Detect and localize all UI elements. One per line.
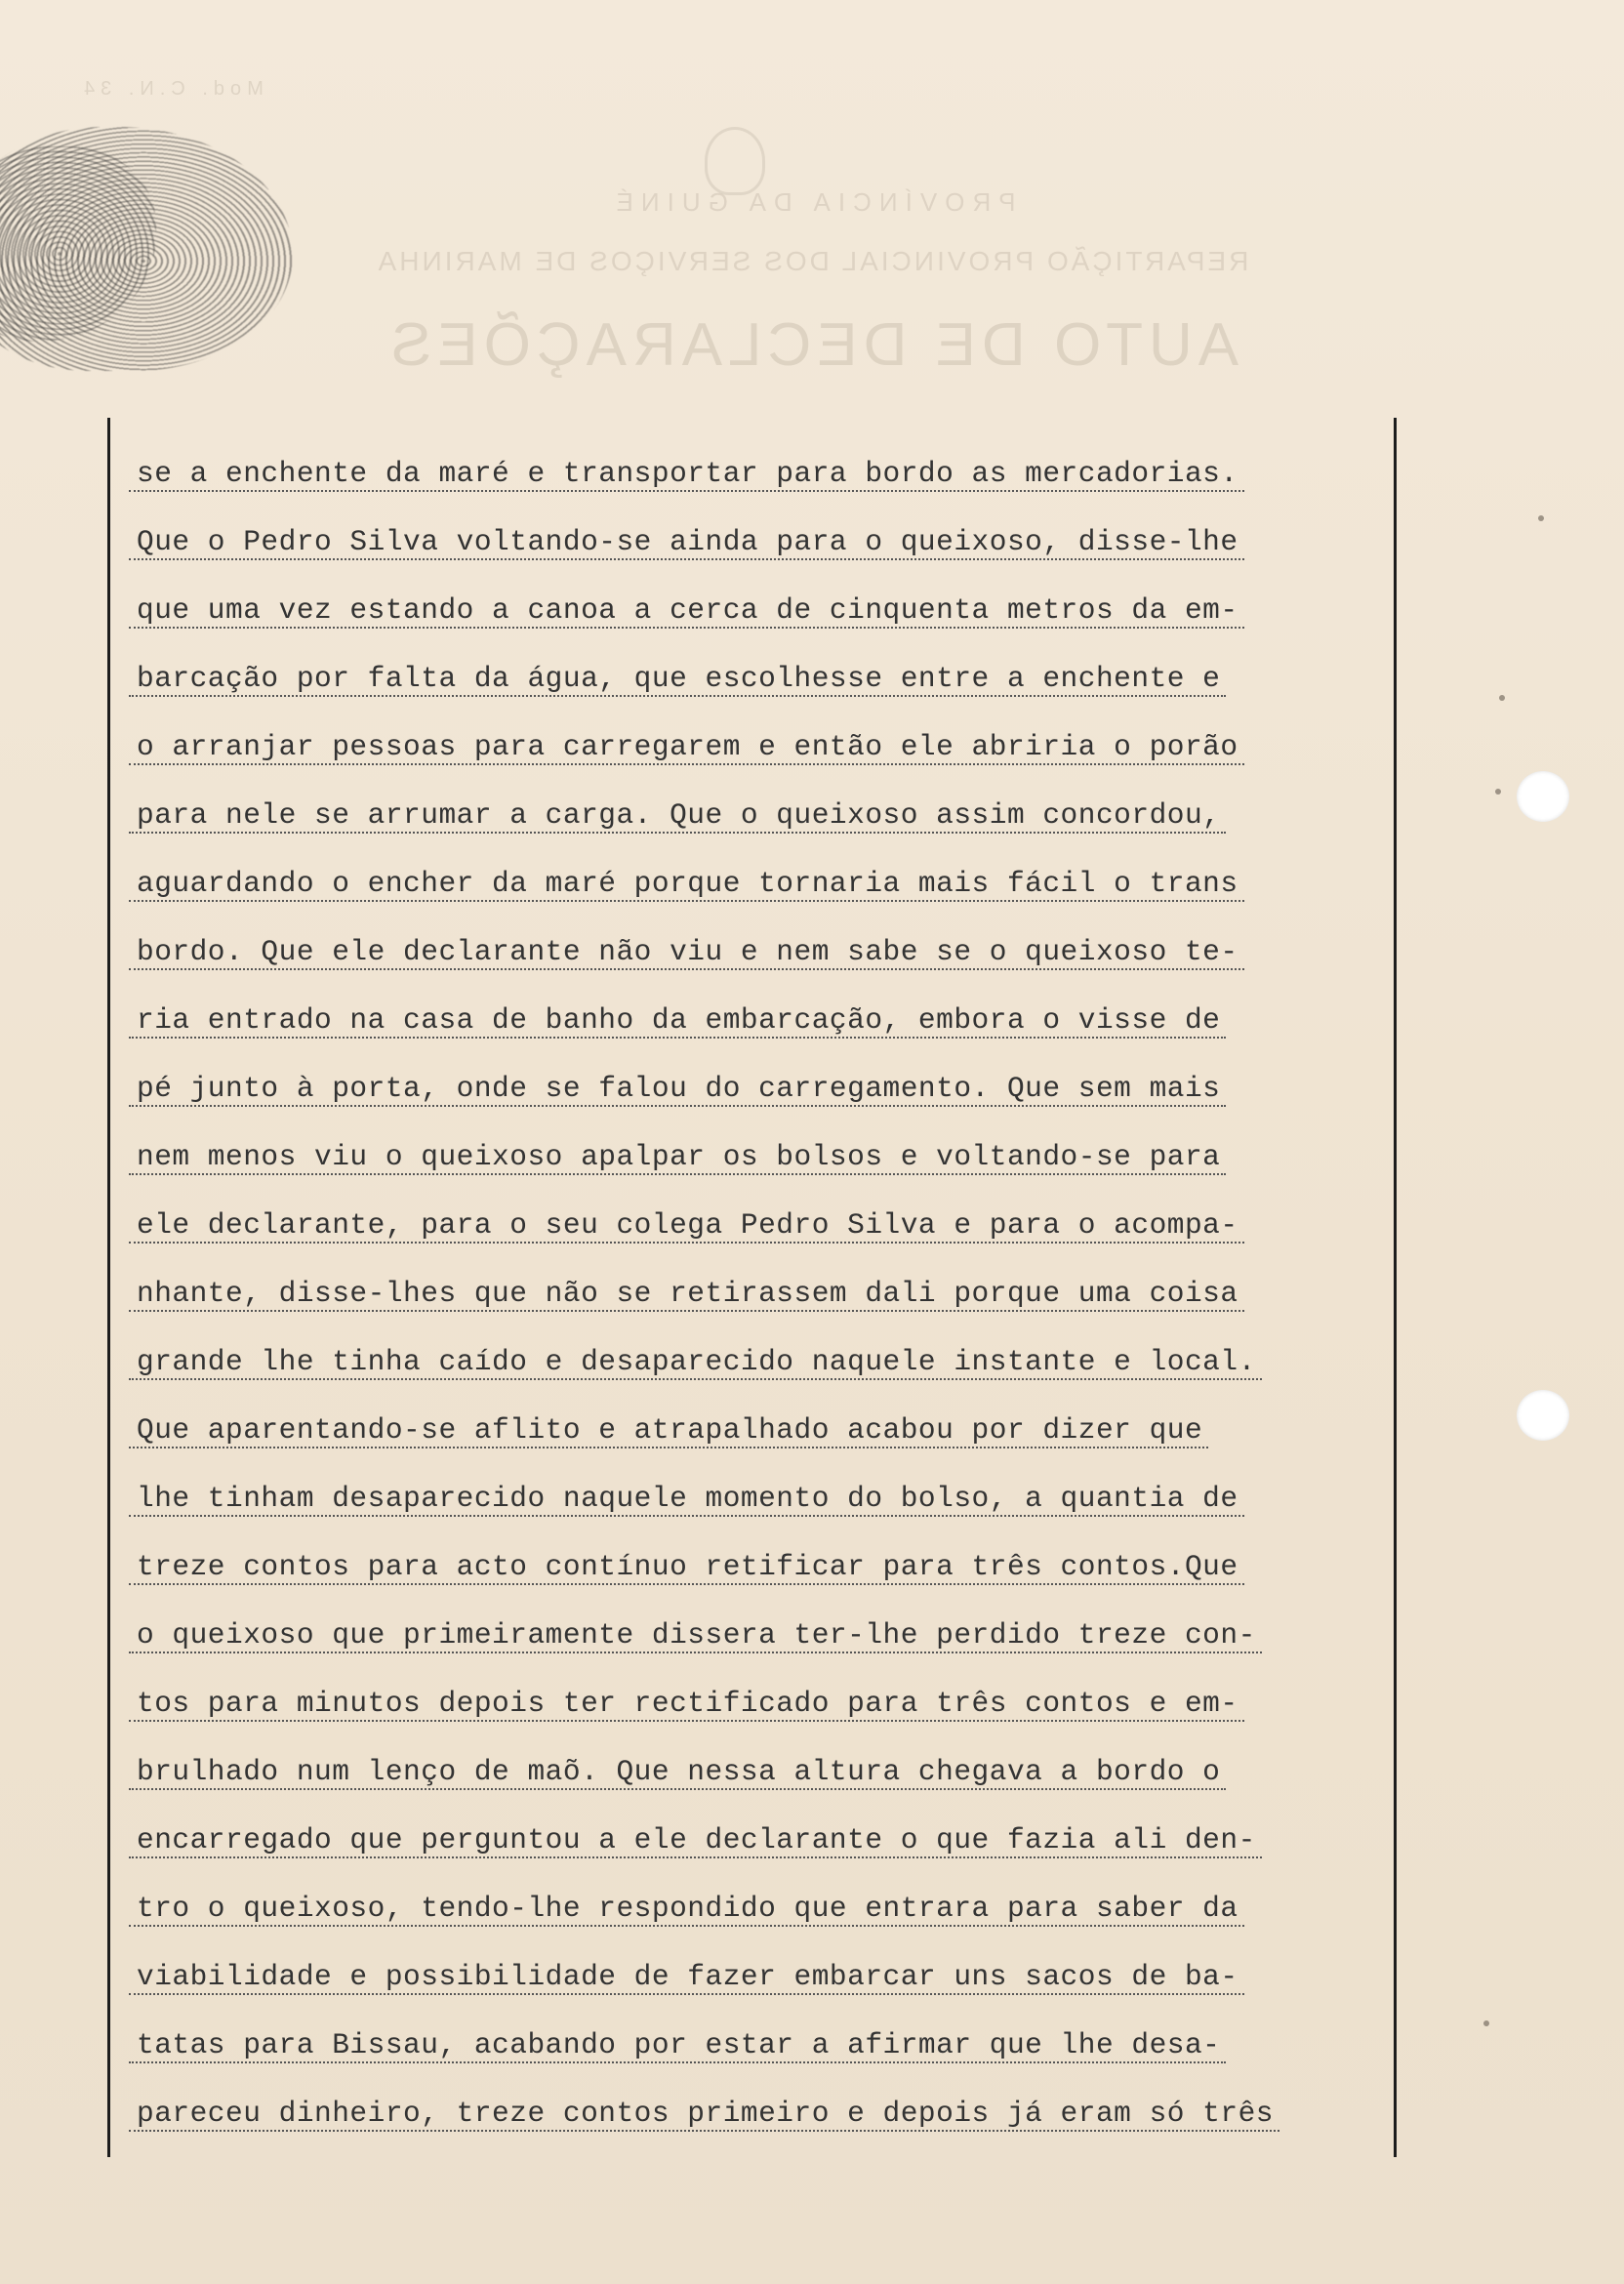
text-line: encarregado que perguntou a ele declarante o que fazia ali den- [137, 1815, 1256, 1864]
text-line: Que o Pedro Silva voltando-se ainda para o queixoso, disse-lhe [137, 517, 1238, 566]
text-line: pareceu dinheiro, treze contos primeiro e depois já eram só três [137, 2089, 1274, 2138]
text-line: pé junto à porta, onde se falou do carregamento. Que sem mais [137, 1064, 1220, 1113]
text-line: tos para minutos depois ter rectificado para três contos e em- [137, 1679, 1238, 1728]
speck-mark [1483, 2020, 1489, 2026]
text-line: grande lhe tinha caído e desaparecido naquele instante e local. [137, 1337, 1256, 1386]
text-line: ria entrado na casa de banho da embarcação, embora o visse de [137, 996, 1220, 1044]
text-line: viabilidade e possibilidade de fazer embarcar uns sacos de ba- [137, 1952, 1238, 2001]
bleed-through-department: REPARTIÇÃO PROVINCIAL DOS SERVIÇOS DE MARINHA [375, 246, 1249, 276]
text-line: bordo. Que ele declarante não viu e nem sabe se o queixoso te- [137, 927, 1238, 976]
speck-mark [1499, 695, 1505, 701]
text-line: treze contos para acto contínuo retificar para três contos.Que [137, 1542, 1238, 1591]
speck-mark [1538, 515, 1544, 521]
text-line: tatas para Bissau, acabando por estar a afirmar que lhe desa- [137, 2020, 1220, 2069]
bleed-through-province: PROVÍNCIA DA GUINÉ [608, 187, 1016, 217]
text-line: tro o queixoso, tendo-lhe respondido que entrara para saber da [137, 1884, 1238, 1933]
text-line: barcação por falta da água, que escolhesse entre a enchente e [137, 654, 1220, 703]
text-line: brulhado num lenço de maõ. Que nessa altura chegava a bordo o [137, 1747, 1220, 1796]
bleed-through-title: AUTO DE DECLARAÇÕES [385, 311, 1239, 379]
text-line: Que aparentando-se aflito e atrapalhado acabou por dizer que [137, 1406, 1202, 1454]
text-line: o queixoso que primeiramente dissera ter-lhe perdido treze con- [137, 1611, 1256, 1659]
text-line: se a enchente da maré e transportar para bordo as mercadorias. [137, 449, 1238, 498]
text-line: que uma vez estando a canoa a cerca de cinquenta metros da em- [137, 586, 1238, 634]
text-line: lhe tinham desaparecido naquele momento do bolso, a quantia de [137, 1474, 1238, 1523]
text-line: para nele se arrumar a carga. Que o queixoso assim concordou, [137, 791, 1220, 839]
right-margin-rule [1394, 418, 1397, 2157]
text-line: ele declarante, para o seu colega Pedro Silva e para o acompa- [137, 1201, 1238, 1249]
speck-mark [1495, 789, 1501, 795]
left-margin-rule [107, 418, 110, 2157]
text-line: aguardando o encher da maré porque tornaria mais fácil o trans [137, 859, 1238, 908]
punch-hole-bottom [1517, 1390, 1569, 1441]
bleed-through-form-code: Mod. C.N. 34 [78, 78, 264, 100]
punch-hole-top [1517, 771, 1569, 822]
text-line: o arranjar pessoas para carregarem e então ele abriria o porão [137, 722, 1238, 771]
text-line: nhante, disse-lhes que não se retirassem dali porque uma coisa [137, 1269, 1238, 1318]
bleed-through-crest-icon [705, 127, 765, 195]
text-line: nem menos viu o queixoso apalpar os bolsos e voltando-se para [137, 1132, 1220, 1181]
